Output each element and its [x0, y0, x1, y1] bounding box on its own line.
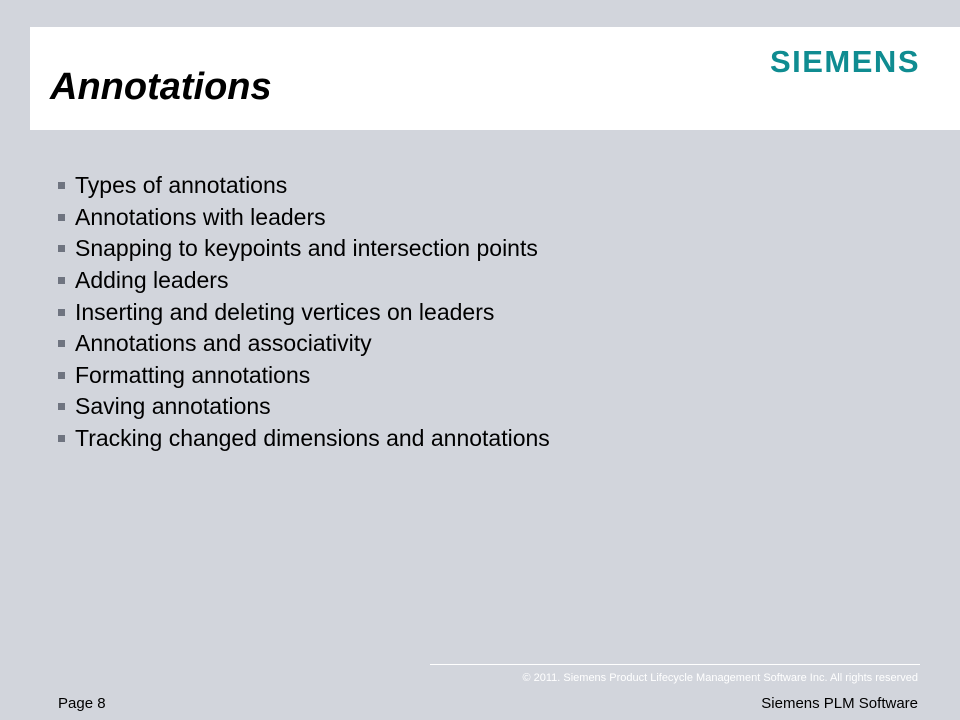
- square-bullet-icon: [58, 182, 65, 189]
- company-name: Siemens PLM Software: [761, 695, 918, 712]
- bullet-text: Saving annotations: [75, 393, 271, 420]
- square-bullet-icon: [58, 372, 65, 379]
- bullet-text: Types of annotations: [75, 172, 288, 199]
- bullet-item: [58, 233, 550, 265]
- page-number: Page 8: [58, 695, 106, 712]
- bullet-text: Tracking changed dimensions and annotations: [75, 425, 550, 452]
- bullet-text: Inserting and deleting vertices on leaders: [75, 298, 495, 325]
- siemens-logo: SIEMENS: [769, 44, 920, 79]
- square-bullet-icon: [58, 277, 65, 284]
- bullet-list: [58, 170, 550, 454]
- bullet-item: [58, 328, 550, 360]
- bullet-text: Adding leaders: [75, 267, 229, 294]
- bullet-item: [58, 170, 550, 202]
- bullet-text: Annotations with leaders: [75, 203, 326, 230]
- footer-divider: [430, 664, 920, 665]
- bullet-item: [58, 423, 550, 455]
- square-bullet-icon: [58, 340, 65, 347]
- square-bullet-icon: [58, 309, 65, 316]
- bullet-text: Snapping to keypoints and intersection points: [75, 235, 538, 262]
- bullet-item: [58, 360, 550, 392]
- square-bullet-icon: [58, 435, 65, 442]
- copyright-notice: © 2011. Siemens Product Lifecycle Management Software Inc. All rights reserved: [522, 672, 918, 684]
- square-bullet-icon: [58, 403, 65, 410]
- bullet-item: [58, 202, 550, 234]
- bullet-item: [58, 265, 550, 297]
- slide-title: Annotations: [50, 66, 272, 108]
- bullet-text: Annotations and associativity: [75, 330, 372, 357]
- bullet-item: [58, 391, 550, 423]
- title-band: [30, 27, 960, 130]
- bullet-item: [58, 296, 550, 328]
- bullet-text: Formatting annotations: [75, 361, 311, 388]
- square-bullet-icon: [58, 214, 65, 221]
- square-bullet-icon: [58, 245, 65, 252]
